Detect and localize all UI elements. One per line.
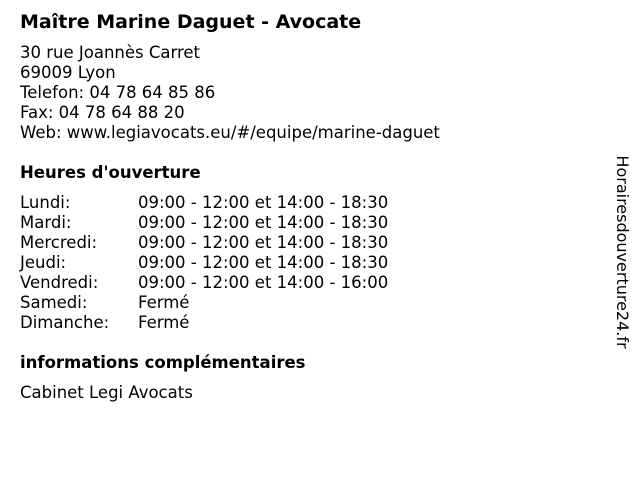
hours-value: 09:00 - 12:00 et 14:00 - 18:30: [138, 253, 389, 272]
hours-row-monday: [20, 193, 440, 213]
hours-row-sunday: [20, 313, 440, 333]
opening-hours-heading: Heures d'ouverture: [20, 163, 201, 182]
day-label: Jeudi:: [20, 253, 67, 272]
address-city: 69009 Lyon: [20, 63, 116, 82]
hours-value: Fermé: [138, 293, 190, 312]
day-label: Vendredi:: [20, 273, 99, 292]
hours-value: 09:00 - 12:00 et 14:00 - 18:30: [138, 213, 389, 232]
day-label: Samedi:: [20, 293, 88, 312]
page-title: Maître Marine Daguet - Avocate: [20, 11, 362, 33]
fax-number: Fax: 04 78 64 88 20: [20, 103, 185, 122]
hours-row-tuesday: [20, 213, 440, 233]
address-street: 30 rue Joannès Carret: [20, 43, 201, 62]
website: Web: www.legiavocats.eu/#/equipe/marine-daguet: [20, 123, 440, 142]
hours-value: 09:00 - 12:00 et 14:00 - 18:30: [138, 233, 389, 252]
day-label: Lundi:: [20, 193, 71, 212]
hours-row-thursday: [20, 253, 440, 273]
hours-row-saturday: [20, 293, 440, 313]
hours-value: Fermé: [138, 313, 190, 332]
additional-info-text: Cabinet Legi Avocats: [20, 383, 193, 402]
hours-row-wednesday: [20, 233, 440, 253]
hours-value: 09:00 - 12:00 et 14:00 - 18:30: [138, 193, 389, 212]
hours-value: 09:00 - 12:00 et 14:00 - 16:00: [138, 273, 389, 292]
opening-hours-table: [20, 193, 440, 333]
day-label: Dimanche:: [20, 313, 110, 332]
contact-block: [20, 43, 440, 143]
site-watermark: Horairesdouverture24.fr: [613, 155, 632, 349]
additional-info-heading: informations complémentaires: [20, 353, 306, 372]
day-label: Mardi:: [20, 213, 72, 232]
phone-number: Telefon: 04 78 64 85 86: [20, 83, 216, 102]
hours-row-friday: [20, 273, 440, 293]
day-label: Mercredi:: [20, 233, 98, 252]
